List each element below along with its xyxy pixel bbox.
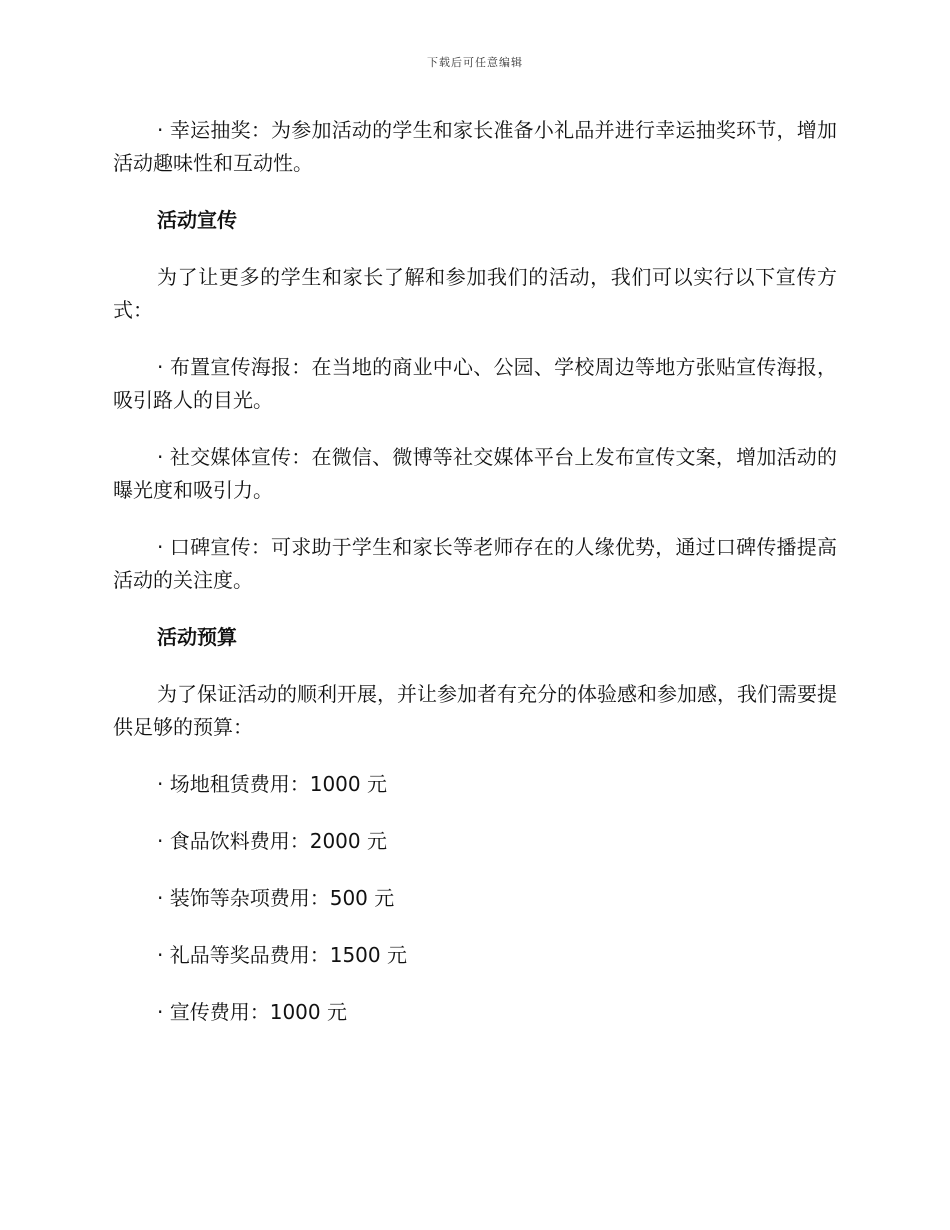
promotion-item-posters: · 布置宣传海报：在当地的商业中心、公园、学校周边等地方张贴宣传海报，吸引路人的目光。 (113, 355, 837, 412)
promotion-heading: 活动宣传 (157, 208, 237, 232)
budget-intro-paragraph: 为了保证活动的顺利开展，并让参加者有充分的体验感和参加感，我们需要提供足够的预算： (113, 682, 837, 739)
page-header: 下载后可任意编辑 (427, 56, 523, 69)
budget-item-venue: · 场地租赁费用：1000 元 (157, 772, 387, 796)
budget-item-decoration: · 装饰等杂项费用：500 元 (157, 886, 395, 910)
promotion-item-social-media: · 社交媒体宣传：在微信、微博等社交媒体平台上发布宣传文案，增加活动的曝光度和吸引力。 (113, 445, 837, 502)
promotion-intro-paragraph: 为了让更多的学生和家长了解和参加我们的活动，我们可以实行以下宣传方式： (113, 265, 837, 322)
document-body (113, 114, 837, 1053)
lucky-draw-paragraph: · 幸运抽奖：为参加活动的学生和家长准备小礼品并进行幸运抽奖环节，增加活动趣味性和互动性。 (113, 118, 837, 175)
budget-item-promotion: · 宣传费用：1000 元 (157, 1000, 347, 1024)
budget-item-food-drinks: · 食品饮料费用：2000 元 (157, 829, 387, 853)
budget-item-gifts: · 礼品等奖品费用：1500 元 (157, 943, 407, 967)
budget-heading: 活动预算 (157, 625, 237, 649)
promotion-item-word-of-mouth: · 口碑宣传：可求助于学生和家长等老师存在的人缘优势，通过口碑传播提高活动的关注度。 (113, 535, 837, 592)
